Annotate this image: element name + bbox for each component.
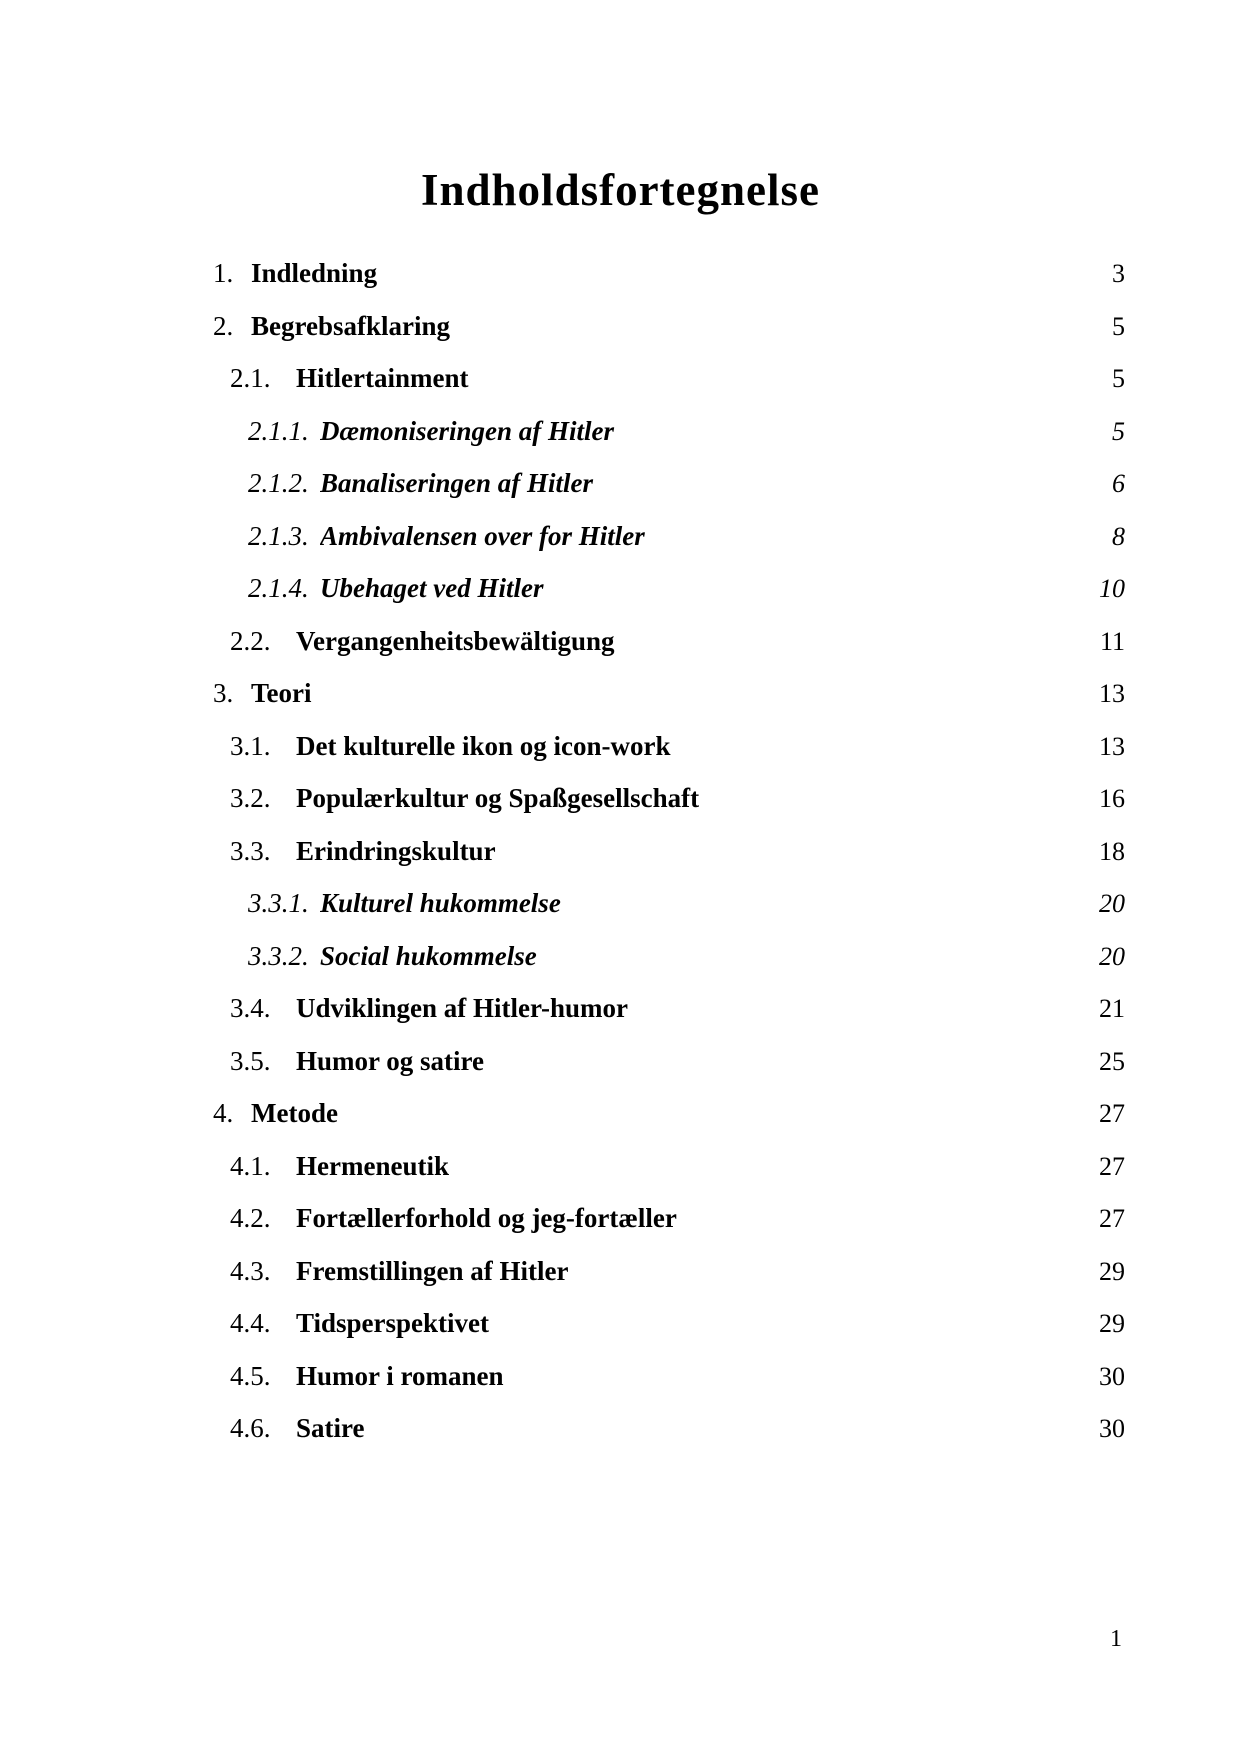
toc-entry-number: 2.1.3. [248, 520, 309, 551]
toc-entry[interactable] [0, 1044, 1241, 1078]
toc-entry-label: Humor og satire [296, 1045, 484, 1076]
toc-entry-label: Social hukommelse [320, 940, 537, 971]
toc-entry-number: 2.1.2. [248, 468, 309, 498]
toc-entry-label: Metode [251, 1098, 338, 1128]
toc-entry-number: 4.1. [230, 1150, 271, 1181]
toc-entry[interactable] [0, 361, 1241, 395]
toc-entry[interactable] [0, 256, 1241, 290]
toc-entry-label: Indledning [251, 258, 378, 288]
toc-entry-label: Vergangenheitsbewältigung [296, 625, 615, 656]
toc-entry-number: 4.4. [230, 1308, 271, 1338]
toc-entry[interactable] [0, 886, 1241, 920]
toc-entry-label: Banaliseringen af Hitler [320, 468, 594, 498]
toc-entry[interactable] [0, 1306, 1241, 1340]
toc-entry-label: Dæmoniseringen af Hitler [320, 415, 615, 446]
toc-entry-page: 5 [1112, 311, 1125, 341]
toc-entry-number: 3.3.2. [248, 940, 309, 971]
toc-entry[interactable] [0, 519, 1241, 553]
toc-entry-label: Erindringskultur [296, 835, 496, 866]
toc-entry-number: 3.5. [230, 1045, 271, 1076]
toc-entry-number: 3.3.1. [248, 888, 309, 918]
toc-entry-number: 3.4. [230, 993, 271, 1023]
toc-entry-page: 29 [1099, 1256, 1125, 1286]
toc-entry[interactable] [0, 1096, 1241, 1130]
toc-entry-label: Hermeneutik [296, 1150, 449, 1181]
toc-entry[interactable] [0, 309, 1241, 343]
toc-entry-label: Ambivalensen over for Hitler [320, 520, 645, 551]
toc-entry[interactable] [0, 1359, 1241, 1393]
toc-entry-page: 25 [1099, 1046, 1125, 1076]
toc-entry[interactable] [0, 1254, 1241, 1288]
toc-entry-page: 3 [1112, 259, 1125, 288]
toc-entry[interactable] [0, 939, 1241, 973]
toc-entry-label: Udviklingen af Hitler-humor [296, 993, 629, 1023]
toc-entry-number: 3.1. [230, 730, 271, 761]
toc-entry-number: 2.1. [230, 363, 271, 393]
toc-entry-number: 2.1.1. [248, 415, 309, 446]
toc-entry-label: Satire [296, 1413, 365, 1443]
toc-entry-page: 30 [1099, 1361, 1125, 1391]
toc-entry-page: 8 [1112, 521, 1125, 551]
toc-entry-number: 2. [213, 310, 234, 341]
toc-entry-number: 3.3. [230, 835, 271, 866]
toc-entry-label: Fremstillingen af Hitler [296, 1255, 569, 1286]
toc-entry[interactable] [0, 991, 1241, 1025]
toc-entry-page: 13 [1099, 731, 1125, 761]
toc-entry-page: 10 [1099, 574, 1125, 603]
toc-entry[interactable] [0, 1411, 1241, 1445]
toc-entry-page: 20 [1099, 941, 1125, 971]
toc-entry[interactable] [0, 676, 1241, 710]
footer-page-number: 1 [1110, 1626, 1122, 1652]
toc-entry-number: 4.5. [230, 1360, 271, 1391]
toc-entry-page: 5 [1112, 364, 1125, 393]
toc-entry-number: 3.2. [230, 783, 271, 813]
toc-entry-page: 13 [1099, 679, 1125, 708]
toc-entry[interactable] [0, 624, 1241, 658]
toc-entry-page: 27 [1099, 1151, 1125, 1181]
toc-entry-number: 2.1.4. [248, 573, 309, 603]
toc-entry-page: 20 [1099, 889, 1125, 918]
toc-entry-page: 21 [1099, 994, 1125, 1023]
toc-entry-number: 1. [213, 258, 234, 288]
toc-entry-page: 30 [1099, 1414, 1125, 1443]
toc-entry-label: Kulturel hukommelse [320, 888, 561, 918]
toc-entry-page: 16 [1099, 784, 1125, 813]
toc-entry[interactable] [0, 834, 1241, 868]
toc-entry[interactable] [0, 1201, 1241, 1235]
toc-entry-label: Populærkultur og Spaßgesellschaft [296, 783, 700, 813]
toc-entry-page: 27 [1099, 1099, 1125, 1128]
toc-entry[interactable] [0, 571, 1241, 605]
table-of-contents [0, 256, 1241, 1464]
toc-entry-label: Tidsperspektivet [296, 1308, 490, 1338]
toc-entry-number: 4.2. [230, 1203, 271, 1233]
toc-entry-label: Hitlertainment [296, 363, 469, 393]
toc-entry-label: Teori [251, 678, 312, 708]
toc-entry[interactable] [0, 781, 1241, 815]
toc-entry-page: 18 [1099, 836, 1125, 866]
page-title: Indholdsfortegnelse [420, 165, 821, 216]
toc-entry-label: Det kulturelle ikon og icon-work [296, 730, 671, 761]
toc-entry[interactable] [0, 414, 1241, 448]
toc-entry-number: 2.2. [230, 625, 271, 656]
toc-entry[interactable] [0, 1149, 1241, 1183]
toc-entry-label: Begrebsafklaring [251, 310, 451, 341]
toc-entry-page: 27 [1099, 1204, 1125, 1233]
toc-entry-page: 11 [1099, 626, 1125, 656]
toc-entry-number: 3. [213, 678, 234, 708]
toc-entry-label: Humor i romanen [296, 1360, 504, 1391]
toc-entry[interactable] [0, 466, 1241, 500]
toc-entry[interactable] [0, 729, 1241, 763]
toc-entry-number: 4. [213, 1098, 234, 1128]
toc-entry-page: 29 [1099, 1309, 1125, 1338]
toc-entry-page: 5 [1112, 416, 1125, 446]
toc-entry-number: 4.3. [230, 1255, 271, 1286]
toc-entry-label: Fortællerforhold og jeg-fortæller [296, 1203, 677, 1233]
toc-entry-page: 6 [1112, 469, 1125, 498]
toc-entry-number: 4.6. [230, 1413, 271, 1443]
toc-entry-label: Ubehaget ved Hitler [320, 573, 544, 603]
